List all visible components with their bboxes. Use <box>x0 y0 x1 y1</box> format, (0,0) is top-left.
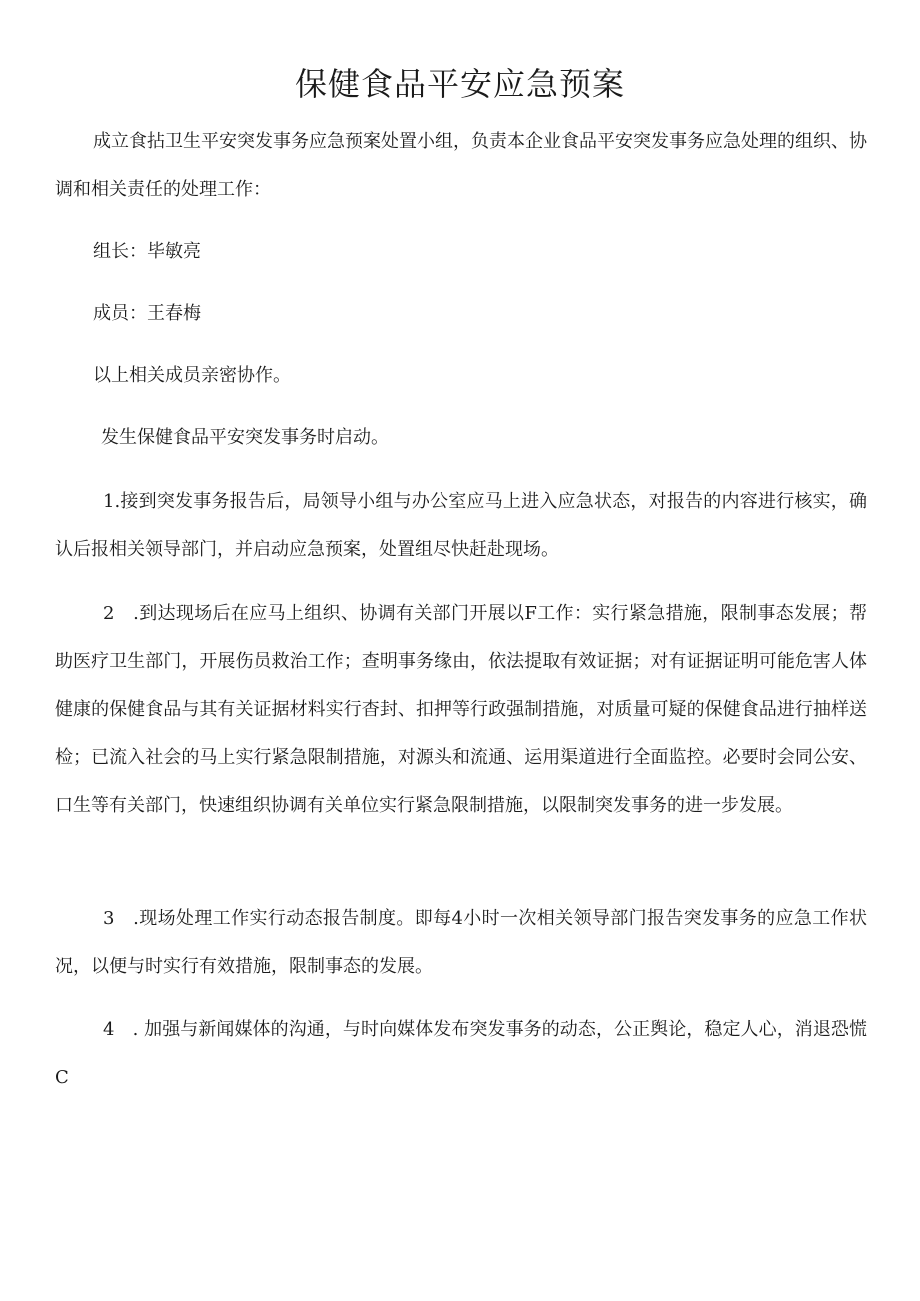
item-1-paragraph: 1.接到突发事务报告后，局领导小组与办公室应马上进入应急状态，对报告的内容进行核实，确认后报相关领导部门，并启动应急预案，处置组尽快赶赴现场。 <box>55 491 867 560</box>
item-2-paragraph: 2 .到达现场后在应马上组织、协调有关部门开展以F工作：实行紧急措施，限制事态发展；帮助医疗卫生部门，开展伤员救治工作；查明事务缘由，依法提取有效证据；对有证据证明可能危害人体健康的保健食品与其有关证据材料实行杳封、扣押等行政强制措施，对质量可疑的保健食品进行抽样送检；已流入社会的马上实行紧急限制措施，对源头和流通、运用渠道进行全面监控。必要时会同公安、口生等有关部门，快速组织协调有关单位实行紧急限制措施，以限制突发事务的进一步发展。 <box>55 603 867 816</box>
cooperate-line: 以上相关成员亲密协作。 <box>93 365 291 386</box>
item-4-paragraph: 4 . 加强与新闻媒体的沟通，与时向媒体发布突发事务的动态，公正舆论，稳定人心，消退恐慌C <box>55 1019 867 1088</box>
document-title: 保健食品平安应急预案 <box>294 65 625 103</box>
intro-paragraph: 成立食拈卫生平安突发事务应急预案处置小组，负责本企业食品平安突发事务应急处理的组织、协调和相关责任的处理工作： <box>55 131 867 200</box>
member-line: 成员：王春梅 <box>93 303 201 324</box>
leader-line: 组长：毕敏亮 <box>93 241 201 262</box>
trigger-line: 发生保健食品平安突发事务时启动。 <box>101 427 389 448</box>
item-3-paragraph: 3 .现场处理工作实行动态报告制度。即每4小时一次相关领导部门报告突发事务的应急工作状况，以便与时实行有效措施，限制事态的发展。 <box>55 908 867 977</box>
